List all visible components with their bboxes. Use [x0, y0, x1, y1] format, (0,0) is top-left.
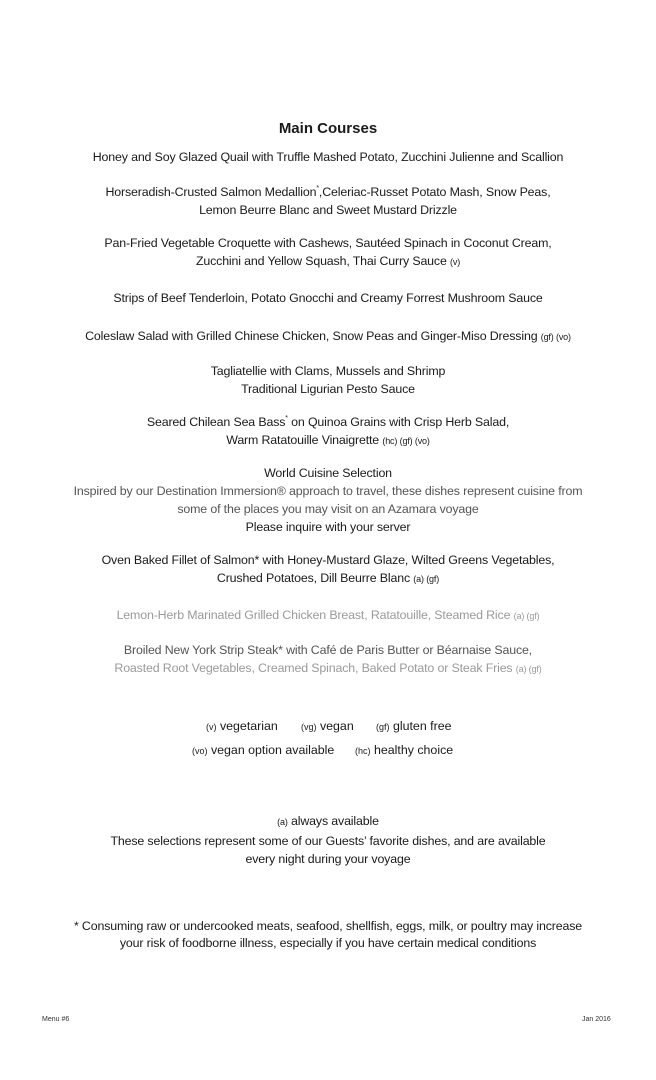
- dish-grilled-chicken: [0, 606, 656, 625]
- dish-croquette-line1: Pan-Fried Vegetable Croquette with Cashews, Sautéed Spinach in Coconut Cream,: [104, 236, 552, 250]
- legend-vegan-option: [192, 741, 334, 760]
- dish-coleslaw: [0, 327, 656, 346]
- world-cuisine-description-line1: Inspired by our Destination Immersion® approach to travel, these dishes represent cuisine from: [73, 484, 583, 498]
- legend-code: (vg): [301, 722, 317, 732]
- dish-sea-bass-line1: [0, 413, 656, 431]
- dish-strip-steak-line2: [0, 659, 656, 678]
- dish-text: Roasted Root Vegetables, Creamed Spinach, Baked Potato or Steak Fries: [114, 661, 513, 675]
- dish-beef-tenderloin: Strips of Beef Tenderloin, Potato Gnocchi and Creamy Forrest Mushroom Sauce: [113, 291, 543, 305]
- dish-salmon-medallion-line1: [0, 183, 656, 201]
- dish-tagliatellie-line2: Traditional Ligurian Pesto Sauce: [241, 382, 415, 396]
- legend-label: vegan: [319, 719, 354, 733]
- dish-text: Lemon-Herb Marinated Grilled Chicken Breast, Ratatouille, Steamed Rice: [116, 608, 511, 622]
- footer-menu-number: Menu #6: [42, 1016, 70, 1023]
- legend-code: (hc): [355, 746, 371, 756]
- legend-code: (v): [206, 722, 217, 732]
- dish-sea-bass-line2: [0, 431, 656, 450]
- dish-quail: Honey and Soy Glazed Quail with Truffle Mashed Potato, Zucchini Julienne and Scallion: [92, 150, 564, 164]
- world-cuisine-inquire: Please inquire with your server: [245, 520, 411, 534]
- asterisk-mark: *: [285, 415, 288, 422]
- dish-text: Coleslaw Salad with Grilled Chinese Chicken, Snow Peas and Ginger-Miso Dressing: [85, 329, 538, 343]
- asterisk-mark: *: [316, 185, 319, 192]
- legend-label: vegan option available: [210, 743, 335, 757]
- legend-vegan: [301, 717, 354, 736]
- dish-text: on Quinoa Grains with Crisp Herb Salad,: [287, 415, 510, 429]
- diet-tag: (hc) (gf) (vo): [382, 436, 430, 446]
- diet-tag: (a) (gf): [413, 574, 440, 584]
- dish-text: Warm Ratatouille Vinaigrette: [226, 433, 380, 447]
- diet-tag: (a) (gf): [515, 664, 542, 674]
- dish-text: Horseradish-Crusted Salmon Medallion: [105, 185, 317, 199]
- dish-text: Seared Chilean Sea Bass: [146, 415, 286, 429]
- dish-salmon-medallion-line2: Lemon Beurre Blanc and Sweet Mustard Drizzle: [199, 203, 457, 217]
- disclaimer-line1: * Consuming raw or undercooked meats, seafood, shellfish, eggs, milk, or poultry may increase: [73, 919, 583, 933]
- diet-tag: (gf) (vo): [540, 332, 571, 342]
- legend-label: always available: [291, 814, 379, 828]
- legend-vegetarian: [206, 717, 278, 736]
- availability-note-line2: every night during your voyage: [245, 852, 411, 866]
- always-available-legend: [0, 812, 656, 831]
- dish-strip-steak-line1: Broiled New York Strip Steak* with Café de Paris Butter or Béarnaise Sauce,: [123, 643, 533, 657]
- legend-code: (gf): [376, 722, 390, 732]
- availability-note-line1: These selections represent some of our Guests’ favorite dishes, and are available: [110, 834, 546, 848]
- world-cuisine-description-line2: some of the places you may visit on an Azamara voyage: [177, 502, 479, 516]
- diet-tag: (v): [450, 257, 461, 267]
- dish-tagliatellie-line1: Tagliatellie with Clams, Mussels and Shrimp: [210, 364, 446, 378]
- dish-text: Crushed Potatoes, Dill Beurre Blanc: [216, 571, 410, 585]
- footer-date: Jan 2016: [582, 1016, 611, 1023]
- diet-tag: (a) (gf): [513, 611, 540, 621]
- legend-label: gluten free: [392, 719, 452, 733]
- dish-text: Zucchini and Yellow Squash, Thai Curry Sauce: [195, 254, 447, 268]
- legend-gluten-free: [376, 717, 452, 736]
- legend-label: healthy choice: [373, 743, 454, 757]
- dish-oven-baked-salmon-line2: [0, 569, 656, 588]
- page-title: Main Courses: [278, 120, 378, 137]
- world-cuisine-heading: World Cuisine Selection: [264, 466, 392, 480]
- disclaimer-line2: your risk of foodborne illness, especially if you have certain medical conditions: [119, 936, 537, 950]
- legend-code: (a): [277, 817, 288, 827]
- dish-croquette-line2: [0, 252, 656, 271]
- dish-text: ,Celeriac-Russet Potato Mash, Snow Peas,: [318, 185, 551, 199]
- legend-label: vegetarian: [219, 719, 278, 733]
- legend-healthy-choice: [355, 741, 453, 760]
- legend-code: (vo): [192, 746, 208, 756]
- dish-oven-baked-salmon-line1: Oven Baked Fillet of Salmon* with Honey-Mustard Glaze, Wilted Greens Vegetables,: [101, 553, 555, 567]
